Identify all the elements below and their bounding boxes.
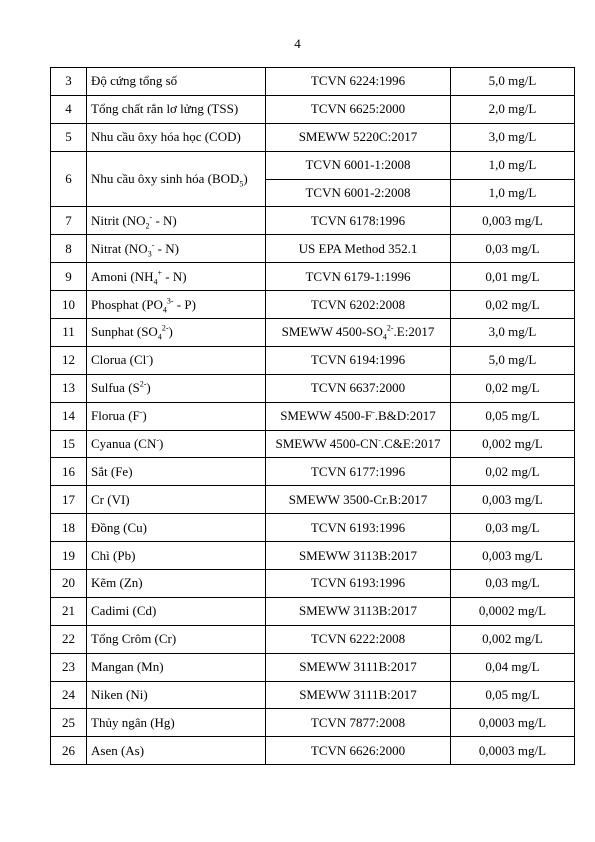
detection-limit: 2,0 mg/L <box>451 95 575 123</box>
parameter-name: Florua (F-) <box>87 402 266 430</box>
row-number: 26 <box>51 737 87 765</box>
row-number: 5 <box>51 123 87 151</box>
parameter-name: Sunphat $(SO_4^{2-})$ <box>87 319 266 347</box>
detection-limit: 0,03 mg/L <box>451 514 575 542</box>
row-number: 25 <box>51 709 87 737</box>
row-number: 6 <box>51 151 87 207</box>
test-method: TCVN 6626:2000 <box>266 737 451 765</box>
row-number: 12 <box>51 346 87 374</box>
parameter-name: Độ cứng tổng số <box>87 68 266 96</box>
row-number: 24 <box>51 681 87 709</box>
parameter-name: Đồng (Cu) <box>87 514 266 542</box>
test-method: SMEWW $4500-SO_4^{2-}.E:2017$ <box>266 319 451 347</box>
detection-limit: 0,0003 mg/L <box>451 709 575 737</box>
row-number: 8 <box>51 235 87 263</box>
detection-limit: 0,01 mg/L <box>451 263 575 291</box>
table-row <box>51 486 575 514</box>
test-method: SMEWW 3113B:2017 <box>266 597 451 625</box>
detection-limit: 3,0 mg/L <box>451 319 575 347</box>
test-method: SMEWW 5220C:2017 <box>266 123 451 151</box>
detection-limit: 1,0 mg/L <box>451 151 575 179</box>
table-row <box>51 625 575 653</box>
parameter-name: Sắt (Fe) <box>87 458 266 486</box>
parameter-name: Kẽm (Zn) <box>87 570 266 598</box>
parameter-name: Thủy ngân (Hg) <box>87 709 266 737</box>
test-method: TCVN 6193:1996 <box>266 570 451 598</box>
table-row <box>51 207 575 235</box>
test-method: TCVN 6178:1996 <box>266 207 451 235</box>
table-row <box>51 570 575 598</box>
test-method: TCVN 6637:2000 <box>266 374 451 402</box>
table-row <box>51 514 575 542</box>
parameters-table <box>50 67 575 765</box>
parameter-name: Cyanua (CN-) <box>87 430 266 458</box>
detection-limit: 0,002 mg/L <box>451 625 575 653</box>
row-number: 16 <box>51 458 87 486</box>
row-number: 17 <box>51 486 87 514</box>
row-number: 18 <box>51 514 87 542</box>
test-method: SMEWW 3111B:2017 <box>266 681 451 709</box>
test-method: TCVN 6194:1996 <box>266 346 451 374</box>
table-row <box>51 430 575 458</box>
parameter-name: Tổng chất rắn lơ lửng (TSS) <box>87 95 266 123</box>
test-method: SMEWW 3500-Cr.B:2017 <box>266 486 451 514</box>
test-method: SMEWW 4500-CN-.C&E:2017 <box>266 430 451 458</box>
test-method: TCVN 6222:2008 <box>266 625 451 653</box>
detection-limit: 0,04 mg/L <box>451 653 575 681</box>
test-method: TCVN 6179-1:1996 <box>266 263 451 291</box>
table-row <box>51 374 575 402</box>
row-number: 20 <box>51 570 87 598</box>
table-row <box>51 123 575 151</box>
test-method: US EPA Method 352.1 <box>266 235 451 263</box>
test-method: SMEWW 3111B:2017 <box>266 653 451 681</box>
parameter-name: Phosphat $(PO_4^{3-} - P)$ <box>87 291 266 319</box>
parameter-name: Sulfua $(S^{2-})$ <box>87 374 266 402</box>
table-row <box>51 235 575 263</box>
detection-limit: 0,0003 mg/L <box>451 737 575 765</box>
table-row <box>51 319 575 347</box>
row-number: 10 <box>51 291 87 319</box>
test-method: TCVN 6224:1996 <box>266 68 451 96</box>
parameter-name: Nitrat $(NO_3^- - N)$ <box>87 235 266 263</box>
parameter-name: Cr (VI) <box>87 486 266 514</box>
parameter-name: Niken (Ni) <box>87 681 266 709</box>
test-method: SMEWW 3113B:2017 <box>266 542 451 570</box>
table-row <box>51 95 575 123</box>
detection-limit: 0,05 mg/L <box>451 681 575 709</box>
parameter-name: Amoni $(NH_4^+ - N)$ <box>87 263 266 291</box>
table-row <box>51 151 575 179</box>
parameter-name: Nhu cầu ôxy hóa học (COD) <box>87 123 266 151</box>
test-method: SMEWW 4500-F-.B&D:2017 <box>266 402 451 430</box>
detection-limit: 3,0 mg/L <box>451 123 575 151</box>
parameter-name: Nitrit $(NO_2^- - N)$ <box>87 207 266 235</box>
test-method: TCVN 7877:2008 <box>266 709 451 737</box>
parameter-name: Chì (Pb) <box>87 542 266 570</box>
table-row <box>51 458 575 486</box>
detection-limit: 0,003 mg/L <box>451 486 575 514</box>
table-row <box>51 542 575 570</box>
parameter-name: Cadimi (Cd) <box>87 597 266 625</box>
row-number: 23 <box>51 653 87 681</box>
detection-limit: 0,002 mg/L <box>451 430 575 458</box>
detection-limit: 5,0 mg/L <box>451 346 575 374</box>
row-number: 7 <box>51 207 87 235</box>
test-method: TCVN 6001-1:2008 <box>266 151 451 179</box>
test-method: TCVN 6625:2000 <box>266 95 451 123</box>
detection-limit: 0,003 mg/L <box>451 542 575 570</box>
table-row <box>51 681 575 709</box>
row-number: 19 <box>51 542 87 570</box>
detection-limit: 0,03 mg/L <box>451 235 575 263</box>
row-number: 9 <box>51 263 87 291</box>
table-row <box>51 653 575 681</box>
row-number: 13 <box>51 374 87 402</box>
parameter-name: Asen (As) <box>87 737 266 765</box>
row-number: 22 <box>51 625 87 653</box>
row-number: 4 <box>51 95 87 123</box>
test-method: TCVN 6202:2008 <box>266 291 451 319</box>
row-number: 21 <box>51 597 87 625</box>
table-row <box>51 737 575 765</box>
row-number: 14 <box>51 402 87 430</box>
detection-limit: 0,02 mg/L <box>451 374 575 402</box>
detection-limit: 0,02 mg/L <box>451 458 575 486</box>
parameter-name: Nhu cầu ôxy sinh hóa $(BOD_5)$ <box>87 151 266 207</box>
test-method: TCVN 6193:1996 <box>266 514 451 542</box>
table-row <box>51 709 575 737</box>
table-row <box>51 346 575 374</box>
detection-limit: 1,0 mg/L <box>451 179 575 207</box>
parameter-name: Clorua (Cl-) <box>87 346 266 374</box>
parameter-name: Mangan (Mn) <box>87 653 266 681</box>
row-number: 15 <box>51 430 87 458</box>
detection-limit: 5,0 mg/L <box>451 68 575 96</box>
table-row <box>51 263 575 291</box>
test-method: TCVN 6001-2:2008 <box>266 179 451 207</box>
test-method: TCVN 6177:1996 <box>266 458 451 486</box>
row-number: 3 <box>51 68 87 96</box>
table-row <box>51 597 575 625</box>
detection-limit: 0,05 mg/L <box>451 402 575 430</box>
page-number: 4 <box>294 36 301 51</box>
table-body <box>51 68 575 765</box>
table-row <box>51 402 575 430</box>
detection-limit: 0,02 mg/L <box>451 291 575 319</box>
table-row <box>51 291 575 319</box>
detection-limit: 0,0002 mg/L <box>451 597 575 625</box>
parameter-name: Tổng Crôm (Cr) <box>87 625 266 653</box>
table-row <box>51 68 575 96</box>
detection-limit: 0,03 mg/L <box>451 570 575 598</box>
row-number: 11 <box>51 319 87 347</box>
detection-limit: 0,003 mg/L <box>451 207 575 235</box>
